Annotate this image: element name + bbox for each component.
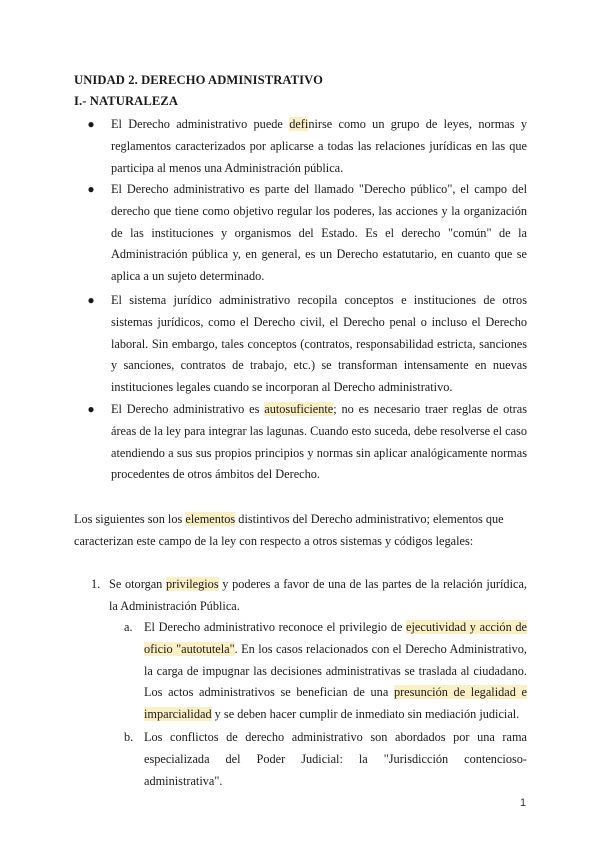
bullet-dot: ● [87,402,95,416]
text-span: Se otorgan [109,577,167,591]
highlight-span: autosuficiente [264,402,334,416]
highlight-span: ejecutividad y acción de oficio "autotutela" [144,620,528,656]
highlight-span: elementos [185,512,236,526]
text-span: . En los casos relacionados con el Derecho Administrativo, la carga de impugnar las decisiones administrativas se traslada al ciudadano. Los actos administrativos se benefician de una [144,641,528,700]
bullet-dot: ● [87,117,95,131]
section-title: I.- NATURALEZA [74,94,179,108]
text-span: distintivos del Derecho administrativo; elementos que caracterizan este campo de la ley con respecto a otros sistemas y códigos legales: [74,512,504,548]
text-span: El Derecho administrativo puede [111,117,290,131]
text-span: Los conflictos de derecho administrativo son abordados por una rama especializada del Poder Judicial: la "Jurisdicción contencioso-administrativa". [144,730,527,788]
elements-intro-paragraph [74,509,526,553]
text-span: y poderes a favor de una de las partes de la relación jurídica, la Administración Pública. [109,577,527,613]
list-marker: b. [124,730,134,744]
list-marker: a. [124,620,133,634]
text-span: El sistema jurídico administrativo recopila conceptos e instituciones de otros sistemas jurídicos, como el Derecho civil, el Derecho penal o incluso el Derecho laboral. Sin embargo, tales conceptos (contratos, responsabilidad estricta, sanciones y sanciones, contratos de trabajo, etc.) se transforman intensamente en nuevas instituciones legales cuando se incorporan al Derecho administrativo. [111,293,527,395]
bullet-text-4 [111,399,527,486]
lettered-text-b [144,727,527,792]
bullet-text-3 [111,290,527,399]
text-span: nirse como un grupo de leyes, normas y reglamentos caracterizados por aplicarse a todas las relaciones jurídicas en las que participa al menos una Administración pública. [111,117,527,175]
highlight-span: defi [289,117,309,131]
page-number: 1 [520,797,527,809]
bullet-text-1 [111,114,527,179]
text-span: El Derecho administrativo es parte del llamado "Derecho público", el campo del derecho que tiene como objetivo regular los poderes, las acciones y la organización de las instituciones y organismos del Estado. Es el derecho "común" de la Administración pública y, en general, es un Derecho estatutario, en cuanto que se aplica a un sujeto determinado. [111,182,527,284]
numbered-text-1 [109,574,527,618]
highlight-span: privilegios [166,577,219,591]
list-marker: 1. [91,577,101,591]
text-span: y se deben hacer cumplir de inmediato sin mediación judicial. [211,707,520,722]
bullet-text-2 [111,179,527,288]
highlight-span: presunción de legalidad e imparcialidad [144,685,527,722]
unit-title: UNIDAD 2. DERECHO ADMINISTRATIVO [74,73,324,87]
lettered-text-a [144,617,527,726]
text-span: ; no es necesario traer reglas de otras áreas de la ley para integrar las lagunas. Cuando esto suceda, debe resolverse el caso atendiendo a sus sus propios principios y normas sin aplicar analógicamente normas procedentes de otros ámbitos del Derecho. [111,402,527,482]
bullet-dot: ● [87,182,95,196]
text-span: El Derecho administrativo es [111,402,265,416]
bullet-dot: ● [87,293,95,307]
text-span: El Derecho administrativo reconoce el privilegio de [144,620,407,634]
text-span: Los siguientes son los [74,512,186,526]
